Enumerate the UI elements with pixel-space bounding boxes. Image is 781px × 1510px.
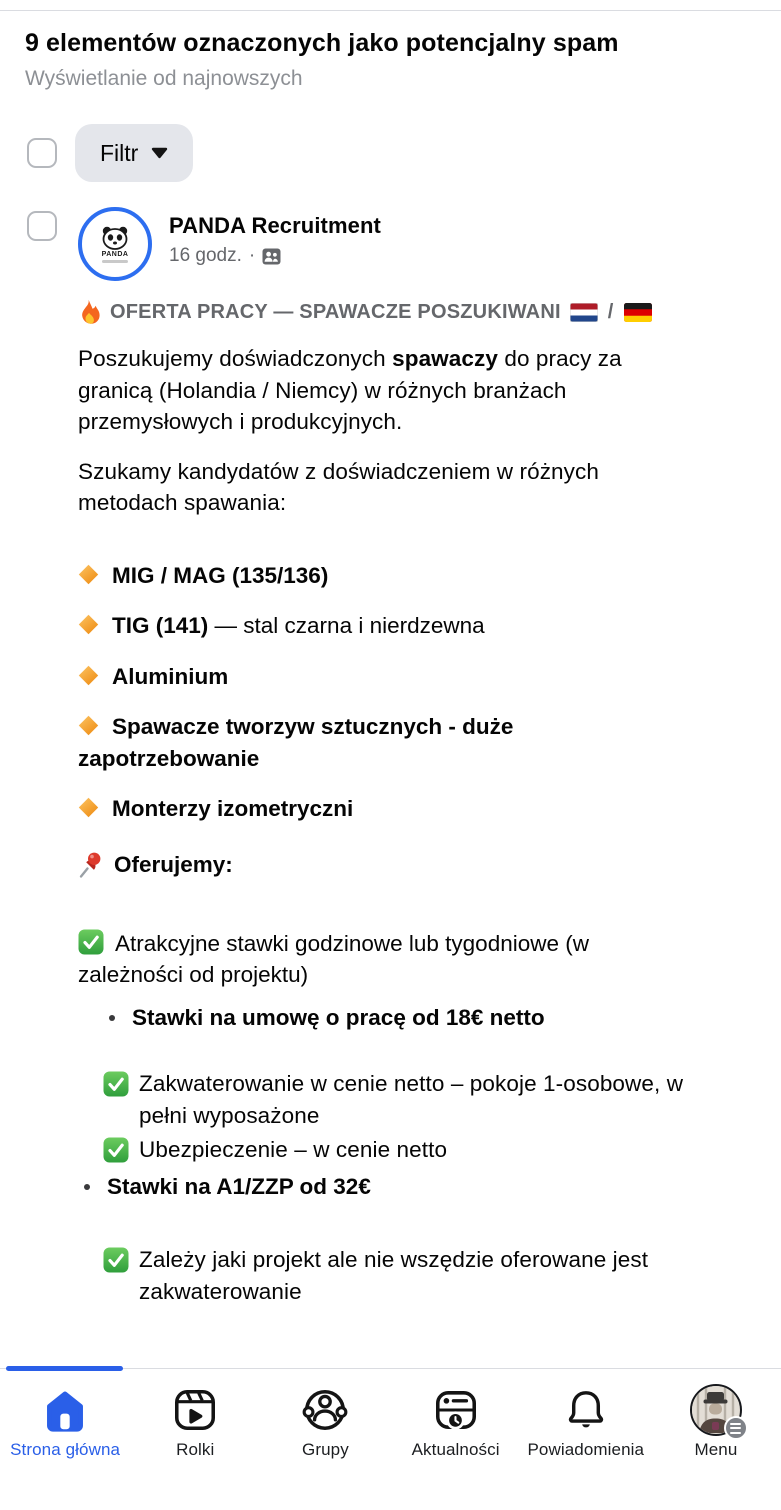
groups-icon [300,1385,350,1435]
list-item: Aluminium [78,661,765,693]
offer-text: Zależy jaki projekt ale nie wszędzie oferowane jest [139,1247,649,1272]
moderation-header [0,28,781,92]
avatar-brand-text: PANDA [101,250,129,258]
p1-text: Poszukujemy doświadczonych [78,346,393,371]
paragraph-methods-intro [78,456,765,519]
paragraph-intro [78,343,765,438]
post-meta [169,245,381,267]
offer-item [103,1244,765,1307]
orange-diamond-icon [78,665,99,686]
orange-diamond-icon [78,715,99,736]
page-subtitle: Wyświetlanie od najnowszych [25,67,303,90]
germany-flag-icon [624,303,652,322]
post-header-row [27,207,781,281]
tab-menu[interactable]: Menu [651,1369,781,1510]
notifications-icon [561,1385,611,1435]
offer-wrap-line: zakwaterowanie [139,1278,302,1304]
offer-text: Atrakcyjne stawki godzinowe lub tygodniowe (w [115,930,589,956]
flag-separator: / [607,301,614,323]
offer-wrap-line: zależności od projektu) [78,962,309,987]
filter-button[interactable] [75,124,193,182]
meta-separator: · [248,245,256,266]
check-icon [103,1071,129,1097]
orange-diamond-icon [78,614,99,635]
offer-text: Ubezpieczenie – w cenie netto [139,1137,448,1162]
p1-text2: do pracy za [497,346,622,371]
p2-line1: Szukamy kandydatów z doświadczeniem w różnych [78,458,599,484]
avatar-brand-subline [102,260,128,263]
check-icon [103,1137,129,1163]
page-title: 9 elementów oznaczonych jako potencjalny spam [25,29,619,57]
pushpin-icon [78,851,103,879]
list-item: TIG (141) — stal czarna i nierdzewna [78,610,765,642]
offer-section-header [78,851,765,879]
list-item-wrap-line: zapotrzebowanie [78,745,260,771]
reels-icon [170,1385,220,1435]
offer-item [103,1068,765,1131]
profile-menu-icon [690,1384,742,1436]
top-divider [0,10,781,11]
list-item: MIG / MAG (135/136) [78,560,765,592]
post-select-checkbox[interactable] [27,211,57,241]
tab-home[interactable]: Strona główna [0,1369,130,1510]
filter-row [27,124,781,182]
p1-line3: przemysłowych i produkcyjnych. [78,409,403,434]
offer-sub-bullet [80,1171,765,1203]
tab-groups[interactable]: Grupy [260,1369,390,1510]
p2-line2: metodach spawania: [78,490,287,515]
headline-text: OFERTA PRACY — SPAWACZE POSZUKIWANI [110,301,561,323]
author-name[interactable]: PANDA Recruitment [169,213,381,238]
orange-diamond-icon [78,797,99,818]
offer-sub-bullet [105,1002,765,1034]
post-headline [78,299,765,326]
fire-icon [78,299,101,326]
panda-logo-icon [99,226,131,250]
netherlands-flag-icon [570,303,598,322]
chevron-down-icon [151,147,168,159]
post-timestamp[interactable]: 16 godz. [169,245,242,266]
list-item: Monterzy izometryczni [78,793,765,825]
bullet-dot-icon [109,1015,115,1021]
check-icon [103,1247,129,1273]
offer-header-text: Oferujemy: [114,851,233,877]
bullet-dot-icon [84,1184,90,1190]
list-item: Spawacze tworzyw sztucznych - duże zapotrzebowanie [78,711,765,774]
bottom-nav [0,1368,781,1510]
welding-methods-list [78,560,765,825]
offer-text: Zakwaterowanie w cenie netto – pokoje 1-osobowe, w [139,1071,684,1096]
offer-item [78,928,765,991]
select-all-checkbox[interactable] [27,138,57,168]
tab-notifications[interactable]: Powiadomienia [521,1369,651,1510]
menu-hamburger-badge [724,1416,748,1440]
active-tab-indicator [6,1366,123,1371]
avatar[interactable] [78,207,152,281]
filter-label: Filtr [100,139,139,166]
bullet-text: Stawki na umowę o pracę od 18€ netto [132,1004,545,1030]
group-audience-icon [262,248,281,265]
tab-reels[interactable]: Rolki [130,1369,260,1510]
offer-item [103,1134,765,1166]
tab-news[interactable]: Aktualności [391,1369,521,1510]
news-icon [431,1385,481,1435]
check-icon [78,929,104,955]
post-body [78,299,765,1307]
offer-wrap-line: pełni wyposażone [139,1102,320,1128]
orange-diamond-icon [78,564,99,585]
bullet-text: Stawki na A1/ZZP od 32€ [107,1173,371,1199]
home-icon [40,1385,90,1435]
p1-line2: granicą (Holandia / Niemcy) w różnych branżach [78,377,567,403]
p1-bold: spawaczy [392,346,498,371]
author-block [169,207,381,267]
